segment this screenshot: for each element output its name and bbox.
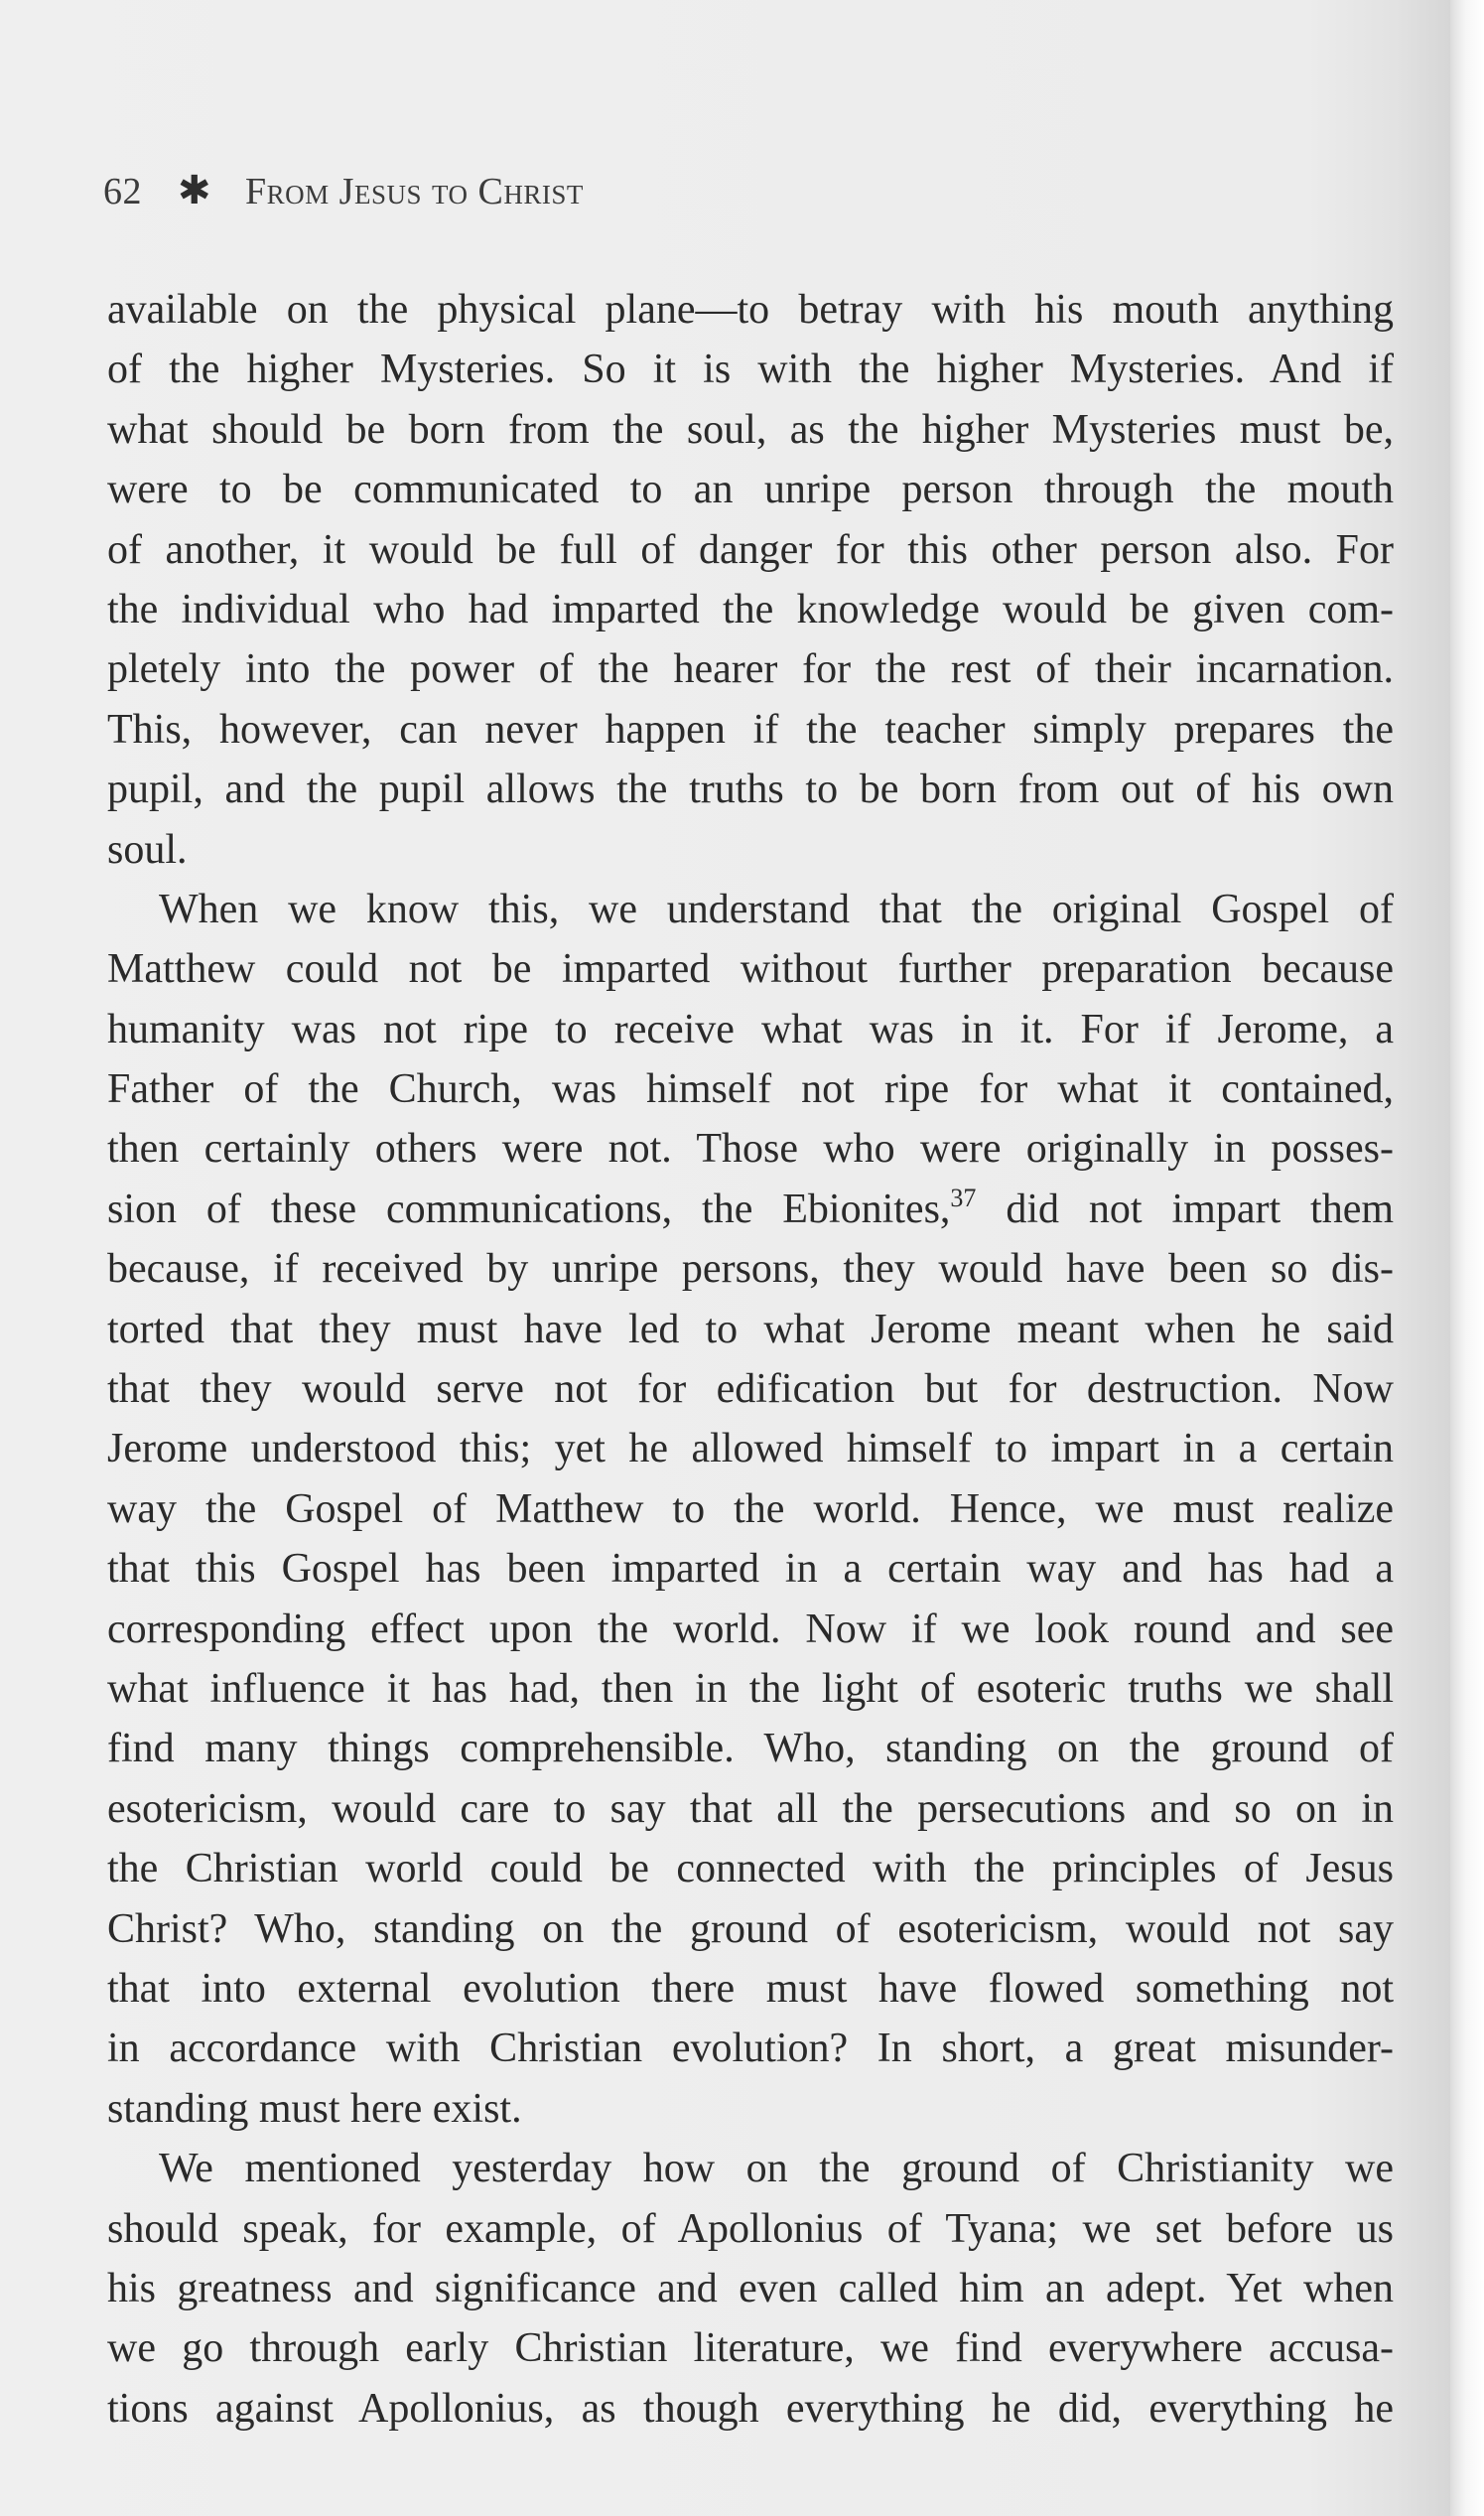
text-line: in accordance with Christian evolution? In short, a great misunder- — [107, 2026, 1394, 2072]
text-line: torted that they must have led to what Jerome meant when he said — [107, 1306, 1394, 1352]
text-line: then certainly others were not. Those who were originally in posses- — [107, 1126, 1394, 1173]
text-line: the Christian world could be connected with the principles of Jesus — [107, 1846, 1394, 1892]
text-line: Father of the Church, was himself not ripe for what it contained, — [107, 1066, 1394, 1113]
text-line: should speak, for example, of Apollonius of Tyana; we set before us — [107, 2205, 1394, 2252]
text-line-with-footnote — [107, 1180, 1394, 1239]
text-line: tions against Apollonius, as though everything he did, everything he — [107, 2385, 1394, 2432]
text-line: way the Gospel of Matthew to the world. Hence, we must realize — [107, 1485, 1394, 1532]
text-line: humanity was not ripe to receive what was in it. For if Jerome, a — [107, 1006, 1394, 1052]
text-line: the individual who had imparted the knowledge would be given com- — [107, 586, 1394, 632]
text-line: Jerome understood this; yet he allowed himself to impart in a certain — [107, 1426, 1394, 1472]
body-text — [107, 280, 1394, 2439]
page-number: 62 — [103, 171, 142, 212]
running-header — [103, 167, 584, 220]
running-title: From Jesus to Christ — [245, 171, 584, 212]
text-line: When we know this, we understand that the original Gospel of — [159, 886, 1394, 932]
footnote-reference[interactable]: 37 — [950, 1183, 977, 1212]
text-line: were to be communicated to an unripe person through the mouth — [107, 467, 1394, 513]
text-line: we go through early Christian literature, we find everywhere accusa- — [107, 2325, 1394, 2372]
paragraph-2 — [107, 880, 1394, 2139]
text-segment: did not impart them — [976, 1186, 1395, 1232]
text-line: available on the physical plane—to betray with his mouth anything — [107, 287, 1394, 333]
page-gutter-shadow — [1450, 0, 1484, 2516]
text-segment: sion of these communications, the Ebionites, — [107, 1186, 951, 1232]
text-line: that this Gospel has been imparted in a certain way and has had a — [107, 1546, 1394, 1593]
text-line: that they would serve not for edification but for destruction. Now — [107, 1366, 1394, 1413]
text-line: what influence it has had, then in the light of esoteric truths we shall — [107, 1665, 1394, 1712]
text-line: what should be born from the soul, as the higher Mysteries must be, — [107, 406, 1394, 453]
text-line: that into external evolution there must have flowed something not — [107, 1965, 1394, 2012]
text-line: This, however, can never happen if the teacher simply prepares the — [107, 706, 1394, 753]
text-line: pletely into the power of the hearer for the rest of their incarnation. — [107, 646, 1394, 693]
text-line: We mentioned yesterday how on the ground of Christianity we — [159, 2146, 1394, 2192]
text-line: pupil, and the pupil allows the truths to be born from out of his own — [107, 767, 1394, 813]
paragraph-1 — [107, 280, 1394, 880]
text-line: find many things comprehensible. Who, standing on the ground of — [107, 1726, 1394, 1772]
asterisk-ornament-icon: ✱ — [178, 168, 212, 212]
text-line: Christ? Who, standing on the ground of esotericism, would not say — [107, 1905, 1394, 1952]
text-line: soul. — [107, 826, 188, 873]
text-line: Matthew could not be imparted without further preparation because — [107, 946, 1394, 993]
text-line: of the higher Mysteries. So it is with the higher Mysteries. And if — [107, 347, 1394, 393]
text-line: esotericism, would care to say that all the persecutions and so on in — [107, 1785, 1394, 1832]
text-line: standing must here exist. — [107, 2085, 522, 2132]
text-line: his greatness and significance and even called him an adept. Yet when — [107, 2265, 1394, 2311]
text-line: because, if received by unripe persons, they would have been so dis- — [107, 1246, 1394, 1293]
text-line: corresponding effect upon the world. Now if we look round and see — [107, 1606, 1394, 1652]
paragraph-3 — [107, 2139, 1394, 2439]
text-line: of another, it would be full of danger for this other person also. For — [107, 526, 1394, 573]
